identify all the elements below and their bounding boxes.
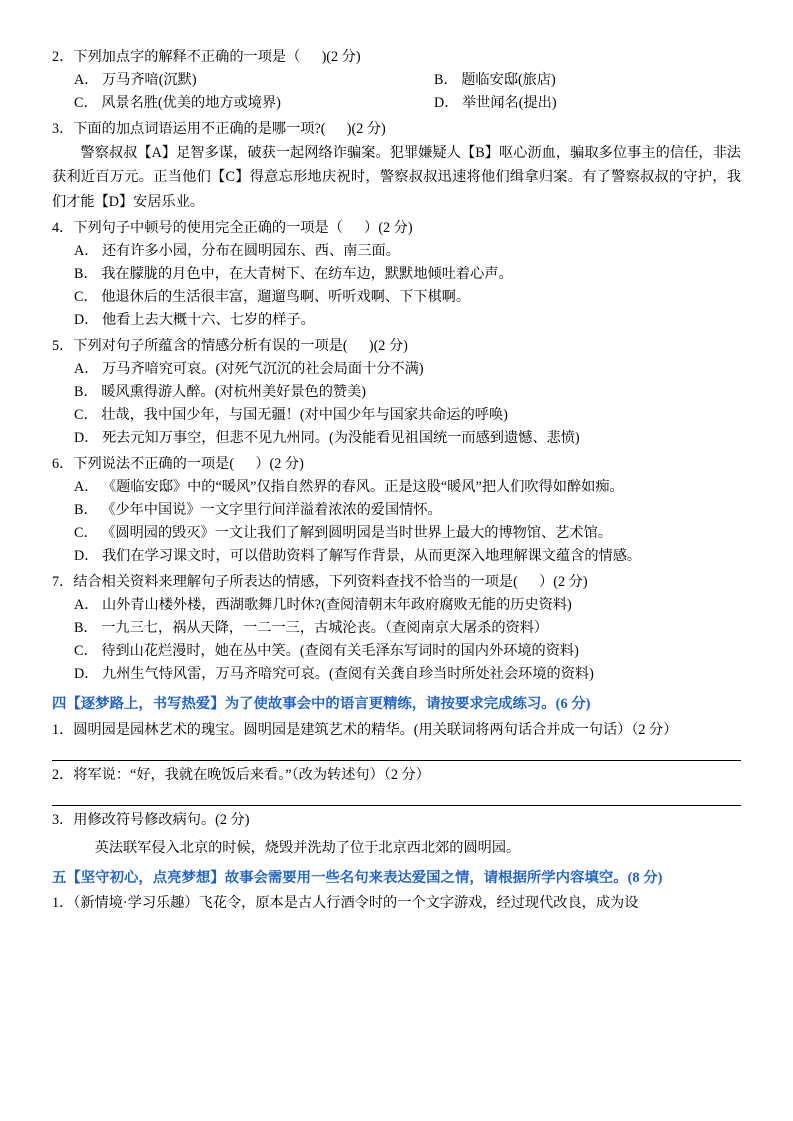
answer-blank-1[interactable] (52, 743, 741, 761)
question-4-option-A: A． 还有许多小园，分布在圆明园东、西、南三面。 (74, 243, 400, 260)
question-3 (52, 118, 741, 214)
option-D: D． 举世闻名(提出) (434, 95, 557, 111)
option-B: B． 题临安邸(旅店) (434, 72, 556, 88)
option-A: A． 万马齐喑(沉默) (74, 72, 197, 88)
question-4-option-C: C． 他退休后的生活很丰富，遛遛鸟啊、听听戏啊、下下棋啊。 (74, 289, 471, 306)
question-5-option-C: C． 壮哉，我中国少年，与国无疆！(对中国少年与国家共命运的呼唤) (74, 407, 508, 424)
question-4 (52, 217, 741, 332)
question-7-option-A: A． 山外青山楼外楼，西湖歌舞几时休?(查阅清朝末年政府腐败无能的历史资料) (74, 597, 572, 614)
question-7-option-B: B． 一九三七，祸从天降，一二一三，古城沦丧。（查阅南京大屠杀的资料） (74, 620, 549, 637)
question-6-option-A: A． 《题临安邸》中的“暖风”仅指自然界的春风。正是这股“暖风”把人们吹得如醉如痴。 (74, 479, 624, 496)
question-2-options-row-1 (52, 69, 741, 92)
section-four (52, 692, 741, 860)
question-6-option-B: B． 《少年中国说》一文字里行间洋溢着浓浓的爱国情怀。 (74, 502, 442, 519)
section-five-title: 五【坚守初心，点亮梦想】故事会需要用一些名句来表达爱国之情，请根据所学内容填空。(8 分) (52, 869, 663, 886)
question-6-stem: 6．下列说法不正确的一项是( ）(2 分) (52, 456, 304, 473)
question-5-stem: 5．下列对句子所蕴含的情感分析有误的一项是( )(2 分) (52, 338, 408, 355)
section-four-item-2: 2．将军说：“好，我就在晚饭后来看。”（改为转述句）（2 分） (52, 766, 430, 783)
question-6-option-D: D． 我们在学习课文时，可以借助资料了解写作背景，从而更深入地理解课文蕴含的情感。 (74, 548, 642, 565)
question-6-option-C: C． 《圆明园的毁灭》一文让我们了解到圆明园是当时世界上最大的博物馆、艺术馆。 (74, 525, 612, 542)
question-4-option-B: B． 我在朦胧的月色中，在大青树下、在纺车边，默默地倾吐着心声。 (74, 266, 513, 283)
question-7-stem: 7．结合相关资料来理解句子所表达的情感，下列资料查找不恰当的一项是( ）(2 分) (52, 574, 588, 591)
section-five-item-1: 1．（新情境·学习乐趣）飞花令，原本是古人行酒令时的一个文字游戏，经过现代改良，成为设 (52, 895, 639, 912)
question-4-stem: 4．下列句子中顿号的使用完全正确的一项是（ ）(2 分) (52, 220, 413, 237)
sentence-to-fix: 英法联军侵入北京的时候，烧毁并洗劫了位于北京西北郊的圆明园。 (94, 839, 521, 856)
question-2-options-row-2 (52, 92, 741, 115)
section-four-title: 四【逐梦路上，书写热爱】为了使故事会中的语言更精练，请按要求完成练习。(6 分) (52, 696, 591, 713)
question-5-option-A: A． 万马齐喑究可哀。(对死气沉沉的社会局面十分不满) (74, 361, 424, 378)
question-6 (52, 453, 741, 568)
section-five (52, 866, 741, 915)
question-4-option-D: D． 他看上去大概十六、七岁的样子。 (74, 312, 315, 329)
question-2-stem: 2．下列加点字的解释不正确的一项是（ )(2 分) (52, 49, 361, 65)
question-7-option-C: C． 待到山花烂漫时，她在丛中笑。(查阅有关毛泽东写词时的国内外环境的资料) (74, 643, 579, 660)
option-C: C． 风景名胜(优美的地方或境界) (74, 95, 281, 111)
question-7-option-D: D． 九州生气恃风雷，万马齐喑究可哀。(查阅有关龚自珍当时所处社会环境的资料) (74, 666, 594, 683)
answer-blank-2[interactable] (52, 788, 741, 806)
question-5-option-D: D． 死去元知万事空，但悲不见九州同。(为没能看见祖国统一而感到遗憾、悲愤) (74, 430, 580, 447)
question-7 (52, 571, 741, 686)
question-5 (52, 335, 741, 450)
question-3-paragraph: 警察叔叔【A】足智多谋，破获一起网络诈骗案。犯罪嫌疑人【B】呕心沥血，骗取多位事主的信任，非法获利近百万元。正当他们【C】得意忘形地庆祝时，警察叔叔迅速将他们缉拿归案。有了警察叔叔的守护，我们才能【D】安居乐业。 (52, 145, 741, 210)
question-5-option-B: B． 暖风熏得游人醉。(对杭州美好景色的赞美) (74, 384, 367, 401)
question-3-stem: 3．下面的加点词语运用不正确的是哪一项?( )(2 分) (52, 121, 386, 137)
question-2 (52, 46, 741, 115)
section-four-item-1: 1．圆明园是园林艺术的瑰宝。圆明园是建筑艺术的精华。(用关联词将两句话合并成一句话）（2 分） (52, 721, 678, 738)
section-four-item-3: 3．用修改符号修改病句。(2 分) (52, 811, 250, 828)
